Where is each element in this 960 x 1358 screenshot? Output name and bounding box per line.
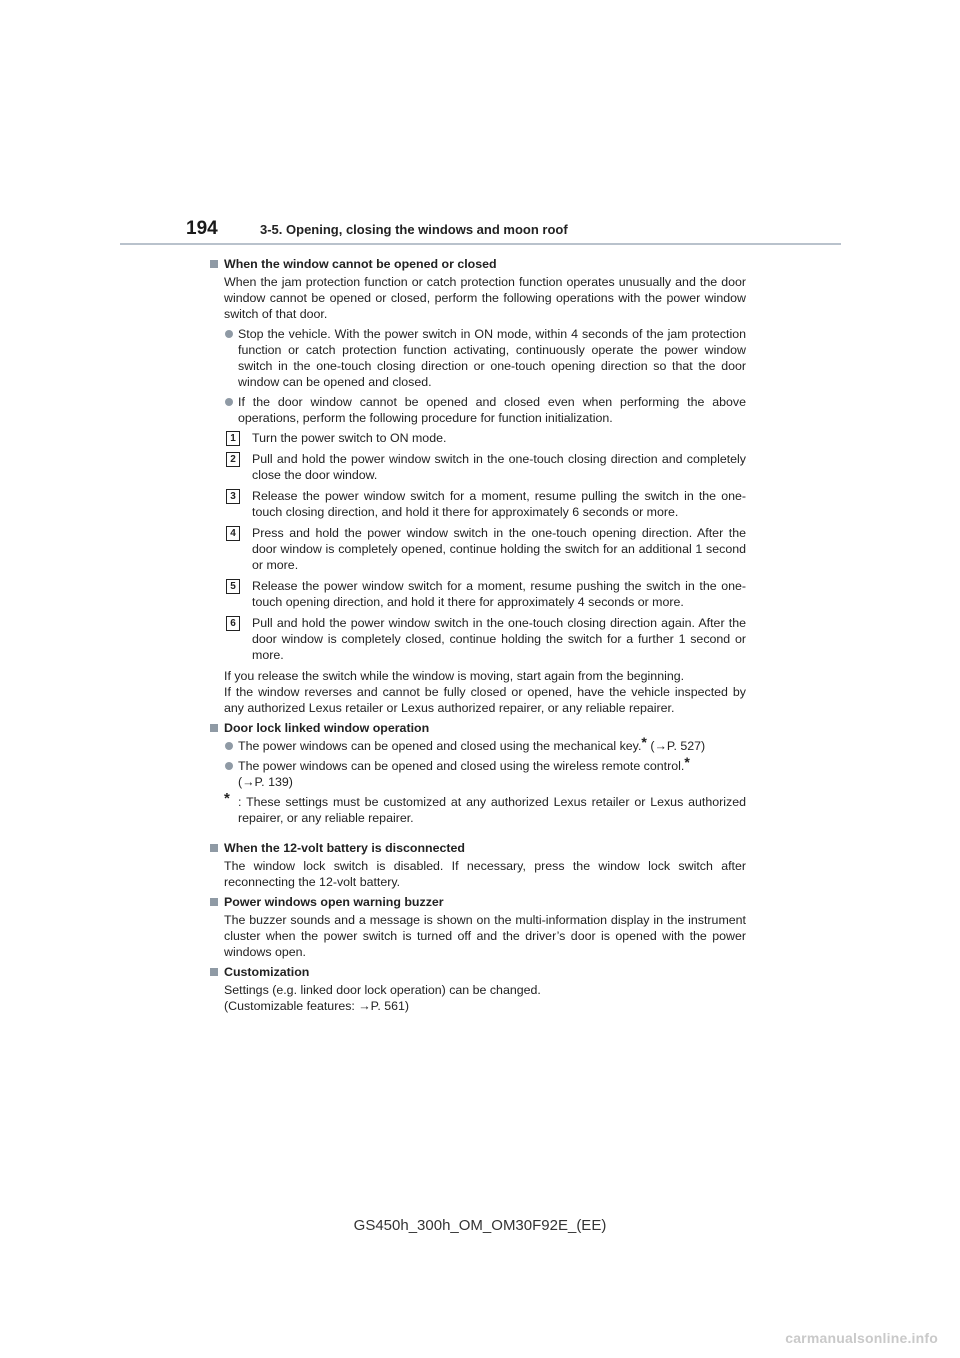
step-text: Release the power window switch for a moment, resume pulling the switch in the one-touch closing direction, and hold it there for approximately 6 seconds or more. [252,489,746,519]
bullet-text: If the door window cannot be opened and closed even when performing the above operations, perform the following procedure for function initialization. [238,395,746,425]
square-bullet-icon [210,724,218,732]
circle-bullet-icon [225,762,233,770]
square-bullet-icon [210,260,218,268]
heading-text: Power windows open warning buzzer [224,895,444,909]
paragraph: When the jam protection function or catch protection function operates unusually and the door window cannot be opened or closed, perform the following operations with the power window switch of that door. [224,275,746,321]
paragraph: (Customizable features: →P. 561) [224,999,410,1013]
note: If the window reverses and cannot be fully closed or opened, have the vehicle inspected by any authorized Lexus retailer or Lexus authorized repairer, or any reliable repairer. [224,685,746,715]
step-3 [224,488,746,520]
square-bullet-icon [210,844,218,852]
heading-cannot-open [210,256,746,272]
page-number: 194 [186,218,218,239]
heading-text: When the window cannot be opened or closed [224,257,497,271]
heading-battery [210,840,746,856]
step-text: Turn the power switch to ON mode. [252,431,447,445]
bullet-item [224,734,746,754]
watermark-logo: carmanualsonline.info [785,1330,938,1346]
step-number-badge: 4 [226,526,240,541]
paragraph: The window lock switch is disabled. If necessary, press the window lock switch after reconnecting the 12-volt battery. [224,859,746,889]
step-text: Pull and hold the power window switch in the one-touch closing direction and completely close the door window. [252,452,746,482]
circle-bullet-icon [225,742,233,750]
heading-text: Door lock linked window operation [224,721,430,735]
step-1 [224,430,746,446]
step-2 [224,451,746,483]
heading-door-lock [210,720,746,736]
step-text: Press and hold the power window switch in the one-touch opening direction. After the door window is completely opened, continue holding the switch for an additional 1 second or more. [252,526,746,572]
asterisk-mark: * [684,754,690,770]
document-code: GS450h_300h_OM_OM30F92E_(EE) [353,1217,607,1234]
step-number-badge: 6 [226,616,240,631]
page-reference: (→P. 139) [238,775,293,789]
footnote-text: : These settings must be customized at any authorized Lexus retailer or Lexus authorized repairer, or any reliable repairer. [238,795,746,825]
asterisk-mark: * [641,734,647,750]
step-text: Release the power window switch for a moment, resume pushing the switch in the one-touch opening direction, and hold it there for approximately 4 seconds or more. [252,579,746,609]
bullet-text: The power windows can be opened and closed using the mechanical key. [238,739,642,753]
header-divider [120,243,841,245]
circle-bullet-icon [225,398,233,406]
step-number-badge: 3 [226,489,240,504]
step-number-badge: 1 [226,431,240,446]
step-number-badge: 2 [226,452,240,467]
page-content [210,256,746,1018]
note: If you release the switch while the window is moving, start again from the beginning. [224,669,685,683]
square-bullet-icon [210,898,218,906]
bullet-text: Stop the vehicle. With the power switch in ON mode, within 4 seconds of the jam protection function or catch protection function activating, continuously operate the power window switch in the one-touch closing direction or one-touch opening direction so that the door window can be opened and closed. [238,327,746,389]
step-number-badge: 5 [226,579,240,594]
page-reference: (→P. 527) [650,739,706,753]
heading-text: When the 12-volt battery is disconnected [224,841,465,855]
step-4 [224,525,746,573]
paragraph: Settings (e.g. linked door lock operation) can be changed. [224,983,541,997]
heading-buzzer [210,894,746,910]
bullet-item [224,326,746,390]
bullet-item [224,394,746,426]
footnote [224,790,746,826]
section-title: 3-5. Opening, closing the windows and moon roof [260,222,568,237]
step-text: Pull and hold the power window switch in the one-touch closing direction again. After the door window is completely closed, continue holding the switch for a further 1 second or more. [252,616,746,662]
page-header [186,218,846,244]
step-5 [224,578,746,610]
bullet-item [224,754,746,790]
footnote-asterisk: * [224,790,230,807]
heading-text: Customization [224,965,310,979]
step-6 [224,615,746,663]
paragraph: The buzzer sounds and a message is shown on the multi-information display in the instrument cluster when the power switch is turned off and the driver’s door is opened with the power windows open. [224,913,746,959]
heading-customization [210,964,746,980]
square-bullet-icon [210,968,218,976]
bullet-text: The power windows can be opened and closed using the wireless remote control. [238,759,685,773]
circle-bullet-icon [225,330,233,338]
